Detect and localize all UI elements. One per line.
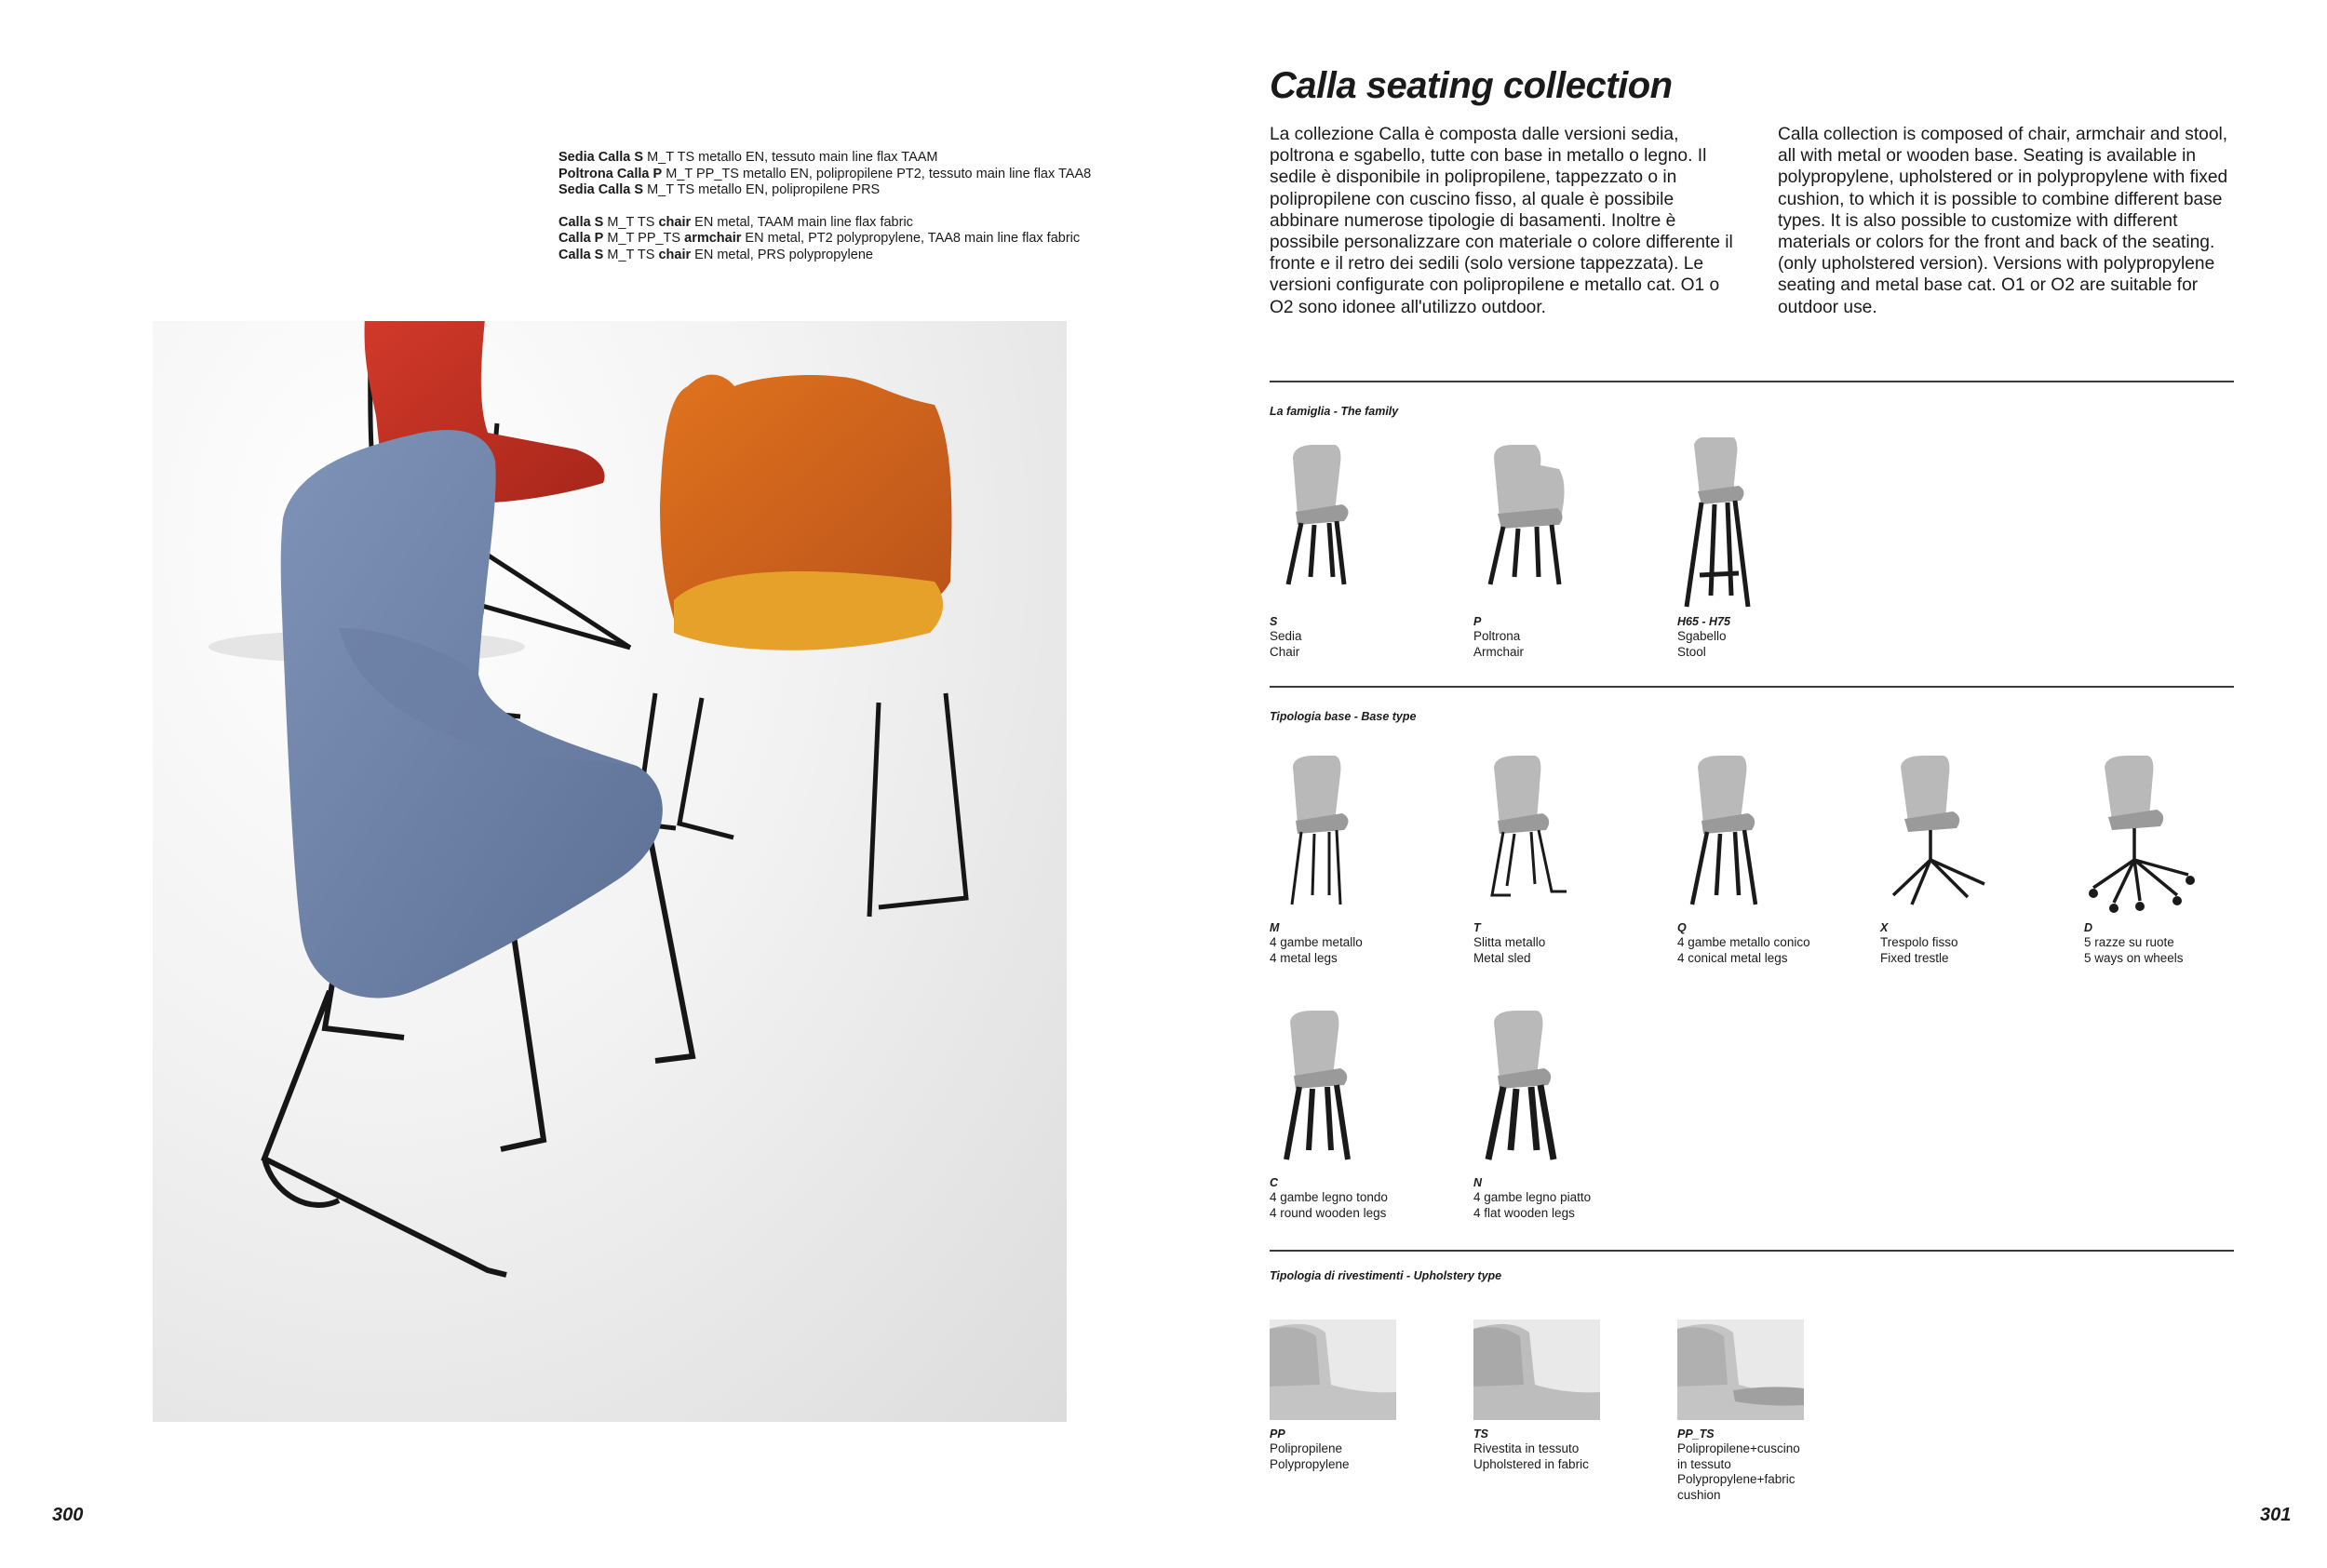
photo-captions [558,150,1210,263]
base-item-round-wooden-legs [1270,1011,1456,1221]
armchair-icon [1473,437,1613,610]
family-name-it: Sgabello [1677,629,1727,643]
family-code: P [1473,615,1482,628]
upholstery-item-pp [1270,1320,1456,1472]
fabric-seat-icon [1473,1320,1604,1422]
family-name-en: Chair [1270,644,1300,659]
caption-it-1: Sedia Calla S M_T TS metallo EN, tessuto main line flax TAAM [558,150,938,165]
stool-icon [1677,437,1817,610]
page-number-left: 300 [52,1505,84,1525]
page-title: Calla seating collection [1270,65,1673,106]
base-name-en: 4 conical metal legs [1677,950,1788,965]
base-item-metal-legs [1270,756,1456,966]
divider [1270,1250,2234,1252]
base-code: M [1270,921,1280,934]
base-code: D [2084,921,2093,934]
family-name-en: Armchair [1473,644,1525,659]
cushion-seat-icon [1677,1320,1808,1422]
upholstery-code: TS [1473,1427,1488,1441]
wheels-chair-icon [2084,756,2224,916]
base-code: Q [1677,921,1687,934]
caption-it-3: Sedia Calla S M_T TS metallo EN, polipropilene PRS [558,182,881,197]
base-name-it: Slitta metallo [1473,935,1546,949]
upholstery-item-pp-ts [1677,1320,1863,1503]
upholstery-code: PP [1270,1427,1285,1441]
intro-english: Calla collection is composed of chair, armchair and stool, all with metal or wooden base. Seating is available in polypropylene, upholstered or in polypropylene with fixed cushion, to which it is possible to combine different base types. It is also possible to customize with different materials or colors for the front and back of the seating. (only upholstered version). Versions with polypropylene seating and metal base cat. O1 or O2 are suitable for outdoor use. [1778,125,2228,317]
metal-legs-chair-icon [1270,756,1409,916]
family-item-armchair [1473,437,1660,660]
base-item-flat-wooden-legs [1473,1011,1660,1221]
intro-italian: La collezione Calla è composta dalle versioni sedia, poltrona e sgabello, tutte con base in metallo o legno. Il sedile è disponibile in polipropilene, tappezzato o in polipropilene con cuscino fisso, al quale è possibile abbinare numerose tipologie di basamenti. Inoltre è possibile personalizzare con materiale o colore differente il fronte e il retro dei sedili (solo versione tappezzata). Le versioni configurate con polipropilene e metallo cat. O1 o O2 sono idonee all'utilizzo outdoor. [1270,125,1733,317]
caption-en-3: Calla S M_T TS chair EN metal, PRS polypropylene [558,247,873,262]
base-code: N [1473,1176,1483,1189]
upholstery-line: Polypropylene+fabric [1677,1472,1796,1486]
upholstery-line: cushion [1677,1487,1721,1502]
section-heading-upholstery: Tipologia di rivestimenti - Upholstery type [1270,1269,1502,1282]
upholstery-code: PP_TS [1677,1427,1715,1441]
family-name-en: Stool [1677,644,1706,659]
section-heading-base: Tipologia base - Base type [1270,710,1417,723]
base-name-en: 4 round wooden legs [1270,1205,1387,1220]
upholstery-line: Rivestita in tessuto [1473,1441,1580,1455]
chair-icon [1270,437,1409,610]
base-code: C [1270,1176,1279,1189]
caption-en-1: Calla S M_T TS chair EN metal, TAAM main line flax fabric [558,214,913,230]
base-name-it: 4 gambe metallo conico [1677,935,1810,949]
blue-chair [264,430,693,1275]
orange-armchair [637,375,966,917]
base-name-en: 5 ways on wheels [2084,950,2184,965]
base-item-fixed-trestle [1880,756,2066,966]
page-number-right: 301 [2260,1505,2292,1525]
base-name-en: 4 flat wooden legs [1473,1205,1575,1220]
base-name-it: 4 gambe legno tondo [1270,1190,1388,1204]
upholstery-line: Polipropilene [1270,1441,1343,1455]
base-name-it: 4 gambe metallo [1270,935,1363,949]
family-item-stool [1677,437,1863,660]
trestle-chair-icon [1880,756,2020,916]
product-photo [153,321,1067,1422]
base-name-en: 4 metal legs [1270,950,1338,965]
upholstery-line: Polipropilene+cuscino [1677,1441,1800,1455]
sled-chair-icon [1473,756,1613,916]
base-name-en: Fixed trestle [1880,950,1949,965]
base-item-conical-legs [1677,756,1863,966]
base-name-en: Metal sled [1473,950,1531,965]
caption-it-2: Poltrona Calla P M_T PP_TS metallo EN, polipropilene PT2, tessuto main line flax TAA8 [558,166,1092,181]
round-wood-chair-icon [1270,1011,1409,1171]
family-name-it: Sedia [1270,629,1302,643]
section-heading-family: La famiglia - The family [1270,405,1399,418]
family-name-it: Poltrona [1473,629,1521,643]
base-code: X [1880,921,1889,934]
polypropylene-seat-icon [1270,1320,1400,1422]
base-name-it: 4 gambe legno piatto [1473,1190,1592,1204]
base-item-wheels [2084,756,2270,966]
upholstery-line: Upholstered in fabric [1473,1456,1589,1471]
upholstery-line: Polypropylene [1270,1456,1350,1471]
conical-legs-chair-icon [1677,756,1817,916]
upholstery-item-ts [1473,1320,1660,1472]
base-code: T [1473,921,1481,934]
base-name-it: 5 razze su ruote [2084,935,2174,949]
base-name-it: Trespolo fisso [1880,935,1958,949]
divider [1270,686,2234,688]
family-code: H65 - H75 [1677,615,1730,628]
base-item-metal-sled [1473,756,1660,966]
caption-en-2: Calla P M_T PP_TS armchair EN metal, PT2 polypropylene, TAA8 main line flax fabric [558,231,1081,246]
upholstery-line: in tessuto [1677,1456,1731,1471]
divider [1270,381,2234,382]
flat-wood-chair-icon [1473,1011,1613,1171]
family-code: S [1270,615,1278,628]
family-item-chair [1270,437,1456,660]
